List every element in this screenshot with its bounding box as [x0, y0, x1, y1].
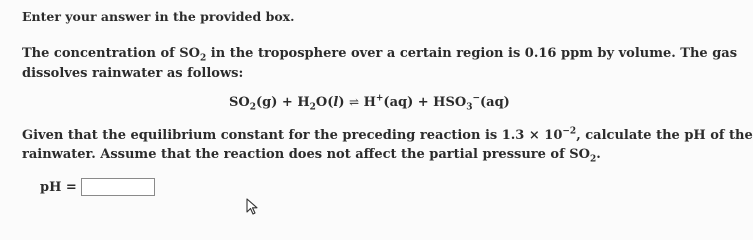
- given-line-2: rainwater. Assume that the reaction does not affect the partial pressure of $SO_2$.: [22, 147, 601, 165]
- problem-line-2: dissolves rainwater as follows:: [22, 66, 244, 81]
- given-line-1: Given that the equilibrium constant for the preceding reaction is $1.3 \times 10^{-2}$, calculate the pH of the: [22, 126, 753, 143]
- chemical-equation: $SO_2(g) + H_2O(l)$ ⇌ $H^+(aq) + HSO_3^-(aq)$: [229, 93, 510, 113]
- mouse-pointer-icon: [246, 198, 260, 216]
- problem-line-1: The concentration of $SO_2$ in the troposphere over a certain region is 0.16 ppm by volume. The gas: [22, 46, 738, 64]
- equilibrium-arrow-icon: ⇌: [349, 95, 360, 109]
- ph-answer-input[interactable]: [81, 178, 155, 196]
- instruction-text: Enter your answer in the provided box.: [22, 9, 295, 24]
- ph-label: pH =: [40, 180, 77, 195]
